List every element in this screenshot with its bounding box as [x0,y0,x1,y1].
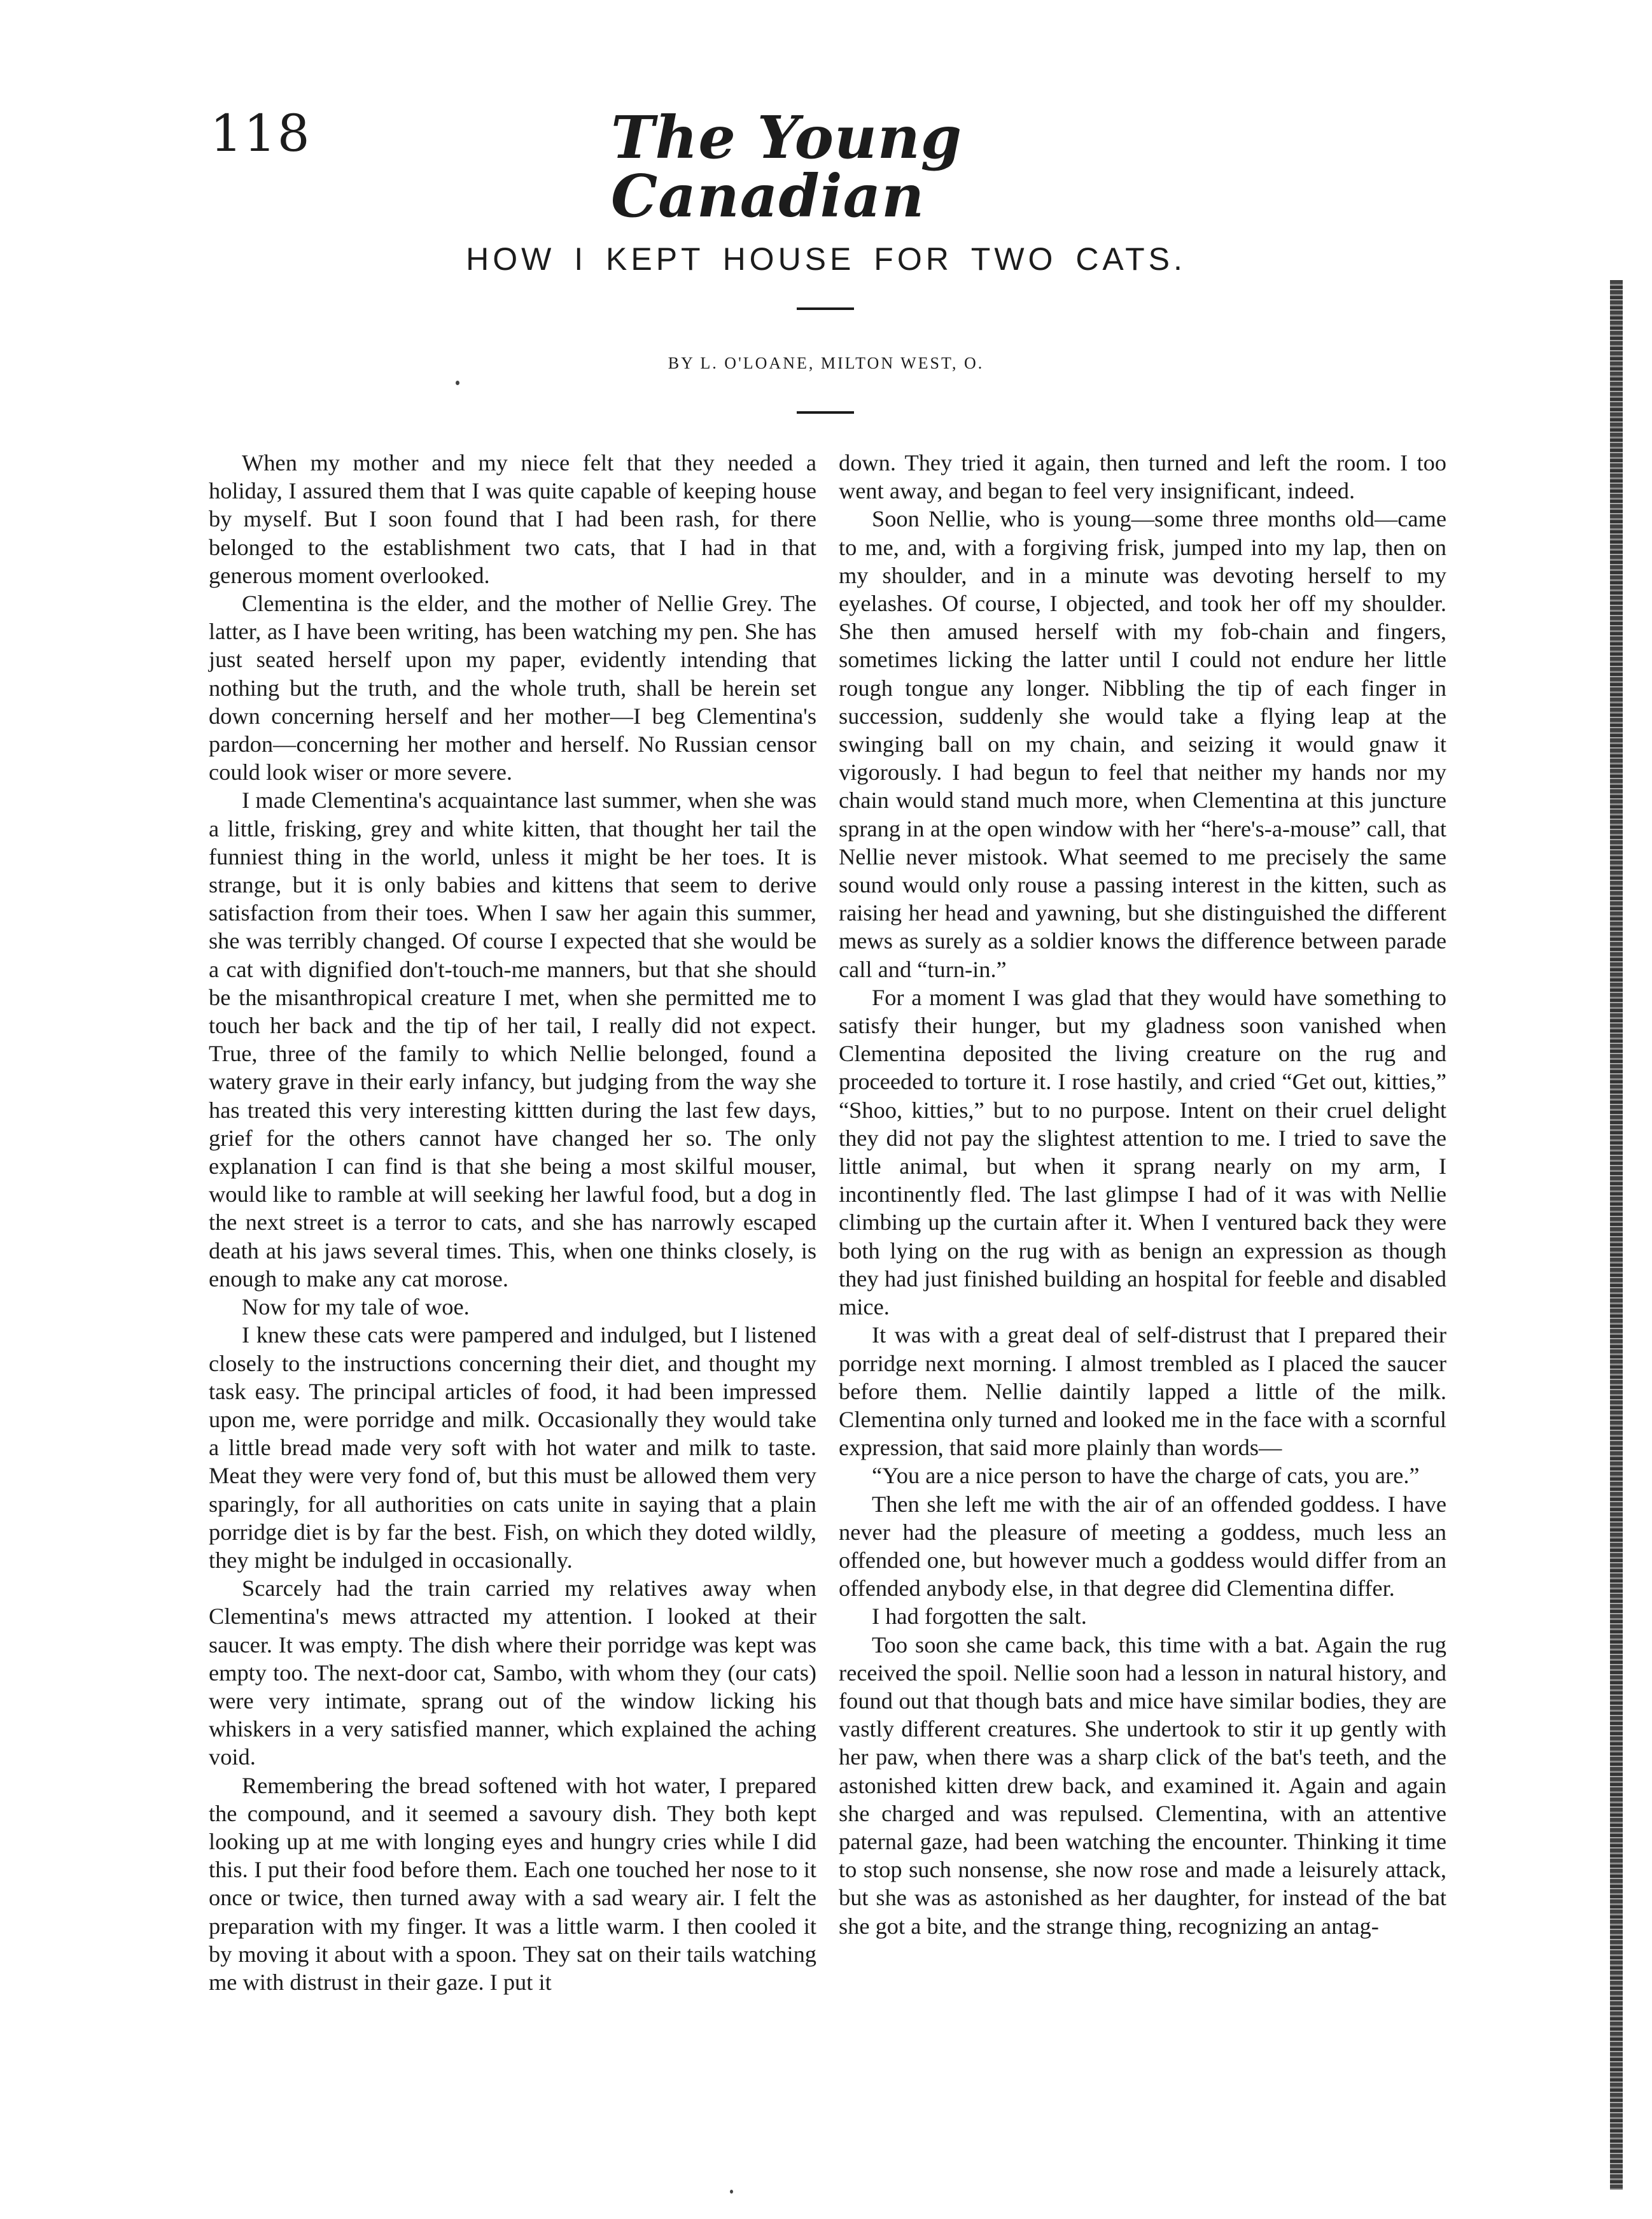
page-number: 118 [210,104,311,163]
paragraph: down. They tried it again, then turned and left the room. I too went away, and began to feel very insignificant, indeed. [839,450,1446,504]
scan-edge-border [1610,280,1623,2190]
title-divider [797,307,854,310]
paragraph: Soon Nellie, who is young—some three months old—came to me, and, with a forgiving frisk, jumped into my lap, then on my shoulder, and in a minute was devoting herself to my eyelashes. Of course, I objected, and took her off my shoulder. She then amused herself with my fob-chain and fingers, sometimes licking the latter until I could not endure her little rough tongue any longer. Nibbling the tip of each finger in succession, suddenly she would take a flying leap at the swinging ball on my chain, and seizing it would gnaw it vigorously. I had begun to feel that neither my hands nor my chain would stand much more, when Clementina at this juncture sprang in at the open window with her “here's-a-mouse” call, that Nellie never mistook. What seemed to me precisely the same sound would only rouse a passing interest in the kitten, such as raising her head and yawning, but she distinguished the different mews as surely as a soldier knows the difference between parade call and “turn-in.” [839,506,1446,982]
left-column [209,449,816,2046]
paragraph: I had forgotten the salt. [872,1603,1087,1630]
paragraph: Remembering the bread softened with hot water, I prepared the compound, and it seemed a savoury dish. They both kept looking up at me with longing eyes and hungry cries while I did this. I put their food before them. Each one touched her nose to it once or twice, then turned away with a sad weary air. I felt the preparation with my finger. It was a little warm. I then cooled it by moving it about with a spoon. They sat on their tails watching me with distrust in their gaze. I put it [209,1772,816,1995]
paragraph: Scarcely had the train carried my relatives away when Clementina's mews attracted my attention. I looked at their saucer. It was empty. The dish where their porridge was kept was empty too. The next-door cat, Sambo, with whom they (our cats) were very intimate, sprang out of the window licking his whiskers in a very satisfied manner, which explained the aching void. [209,1575,816,1770]
paragraph: For a moment I was glad that they would have something to satisfy their hunger, but my gladness soon vanished when Clementina deposited the living creature on the rug and proceeded to torture it. I rose hastily, and cried “Get out, kitties,” “Shoo, kitties,” but to no purpose. Intent on their cruel delight they did not pay the slightest attention to me. I tried to save the little animal, but when it sprang nearly on my arm, I incontinently fled. The last glimpse I had of it was with Nellie climbing up the curtain after it. When I ventured back they were both lying on the rug with as benign an expression as though they had just finished building an hospital for feeble and disabled mice. [839,984,1446,1320]
right-column [839,449,1446,2046]
paragraph: I knew these cats were pampered and indulged, but I listened closely to the instructions concerning their diet, and thought my task easy. The principal articles of food, it had been impressed upon me, were porridge and milk. Occasionally they would take a little bread made very soft with hot water and milk to taste. Meat they were very fond of, but this must be allowed them very sparingly, for all authorities on cats unite in saying that a plain porridge diet is by far the best. Fish, on which they doted wildly, they might be indulged in occasionally. [209,1322,816,1573]
paragraph: When my mother and my niece felt that they needed a holiday, I assured them that I was quite capable of keeping house by myself. But I soon found that I had been rash, for there belonged to the establishment two cats, that I had in that generous moment overlooked. [209,450,816,588]
paragraph: “You are a nice person to have the charge of cats, you are.” [872,1463,1420,1489]
paragraph: It was with a great deal of self-distrust that I prepared their porridge next morning. I almost trembled as I placed the saucer before them. Nellie daintily lapped a little of the milk. Clementina only turned and looked me in the face with a scornful expression, that said more plainly than words— [839,1322,1446,1461]
byline-divider [797,411,854,414]
ink-speck [730,2190,733,2194]
byline: BY L. O'LOANE, MILTON WEST, O. [668,354,984,372]
paragraph: Clementina is the elder, and the mother of Nellie Grey. The latter, as I have been writing, has been watching my pen. She has just seated herself upon my paper, evidently intending that nothing but the truth, and the whole truth, shall be herein set down concerning herself and her mother—I beg Clementina's pardon—concerning her mother and herself. No Russian censor could look wiser or more severe. [209,591,816,785]
ink-speck [456,381,459,385]
paragraph: I made Clementina's acquaintance last summer, when she was a little, frisking, grey and white kitten, that thought her tail the funniest thing in the world, unless it might be her toes. It is strange, but it is only babies and kittens that seem to derive satisfaction from their toes. When I saw her again this summer, she was terribly changed. Of course I expected that she would be a cat with dignified don't-touch-me manners, but that she should be the misanthropical creature I met, when she permitted me to touch her back and the tip of her tail, I really did not expect. True, three of the family to which Nellie belonged, found a watery grave in their early infancy, but judging from the way she has treated this very interesting kittten during the last few days, grief for the others cannot have changed her so. The only explanation I can find is that she being a most skilful mouser, would like to ramble at will seeking her lawful food, but a dog in the next street is a terror to cats, and she has narrowly escaped death at his jaws several times. This, when one thinks closely, is enough to make any cat morose. [209,787,816,1292]
paragraph: Now for my tale of woe. [242,1294,470,1320]
journal-title: The Young Canadian [611,103,963,230]
paragraph: Then she left me with the air of an offended goddess. I have never had the pleasure of meeting a goddess, much less an offended one, but however much a goddess would differ from an offended anybody else, in that degree did Clementina differ. [839,1491,1446,1602]
paragraph: Too soon she came back, this time with a bat. Again the rug received the spoil. Nellie soon had a lesson in natural history, and found out that though bats and mice have similar bodies, they are vastly different creatures. She undertook to stir it up gently with her paw, when there was a sharp click of the bat's teeth, and the astonished kitten drew back, and examined it. Again and again she charged and was repulsed. Clementina, with an attentive paternal gaze, had been watching the encounter. Thinking it time to stop such nonsense, she now rose and made a leisurely attack, but she was as astonished as her daughter, for instead of the bat she got a bite, and the strange thing, recognizing an antag- [839,1631,1446,1939]
article-title: HOW I KEPT HOUSE FOR TWO CATS. [466,241,1186,277]
